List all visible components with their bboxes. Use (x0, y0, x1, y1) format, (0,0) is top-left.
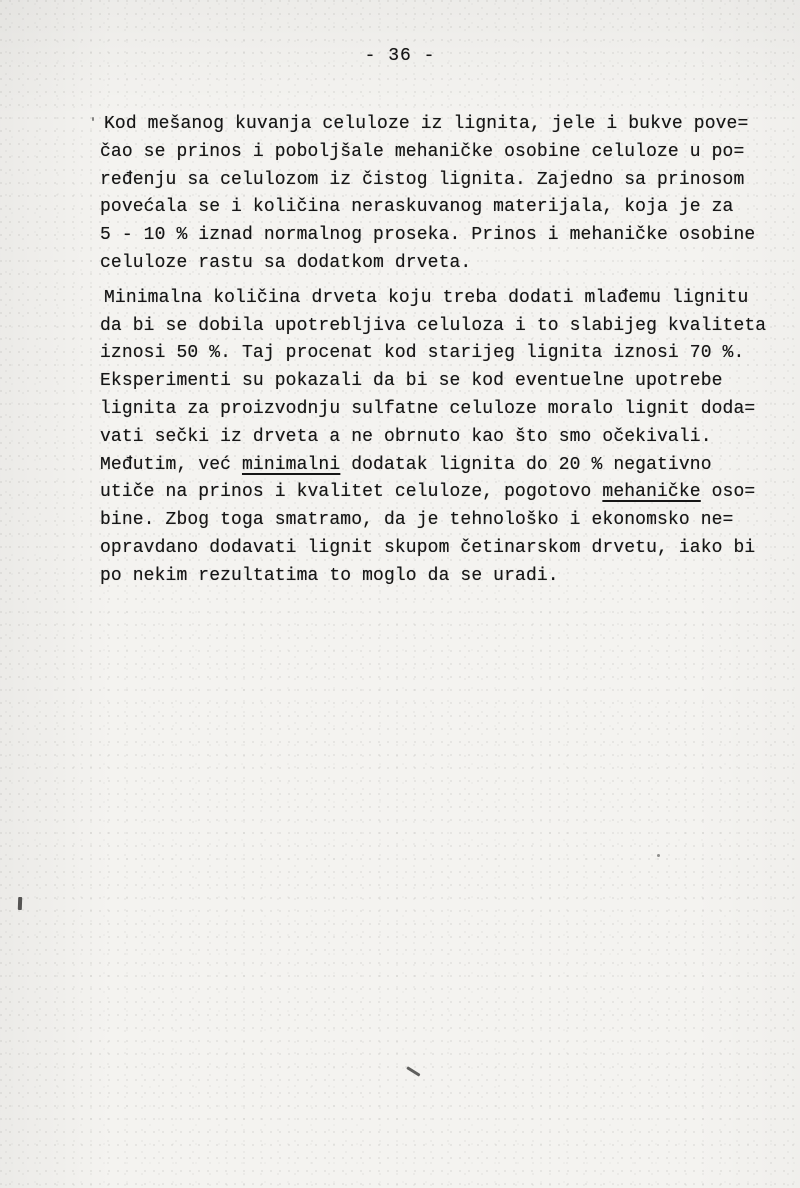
text-line: lignita za proizvodnju sulfatne celuloze moralo lignit doda= (100, 398, 756, 419)
underlined-text: minimalni (241, 454, 341, 475)
page-number: - 36 - (364, 46, 436, 66)
text-line: Eksperimenti su pokazali da bi se kod eventuelne upotrebe (100, 371, 723, 392)
text-line: bine. Zbog toga smatramo, da je tehnološko i ekonomsko ne= (100, 510, 734, 531)
text-line: da bi se dobila upotrebljiva celuloza i to slabijeg kvaliteta (100, 315, 767, 336)
text-line: celuloze rastu sa dodatkom drveta. (100, 252, 472, 273)
text-line: ređenju sa celulozom iz čistog lignita. Zajedno sa prinosom (100, 169, 745, 190)
scan-artifact-dot (92, 117, 94, 121)
text-line: povećala se i količina neraskuvanog materijala, koja je za (100, 197, 734, 218)
paragraph (100, 285, 767, 591)
underlined-text: mehaničke (602, 482, 701, 503)
paragraph (100, 111, 762, 278)
text-line: iznosi 50 %. Taj procenat kod starijeg lignita iznosi 70 %. (100, 343, 745, 364)
text-line: Minimalna količina drveta koju treba dodati mlađemu lignitu (104, 287, 749, 308)
text-line: Kod mešanog kuvanja celuloze iz lignita, jele i bukve pove= (104, 114, 749, 134)
scan-artifact-tick (18, 897, 22, 910)
text-line: Međutim, već minimalni dodatak lignita do 20 % negativno (100, 454, 712, 475)
text-line: po nekim rezultatima to moglo da se uradi. (100, 565, 559, 586)
text-line: 5 - 10 % iznad normalnog proseka. Prinos i mehaničke osobine (100, 225, 756, 246)
page-body (100, 111, 767, 598)
scan-artifact-dot (657, 854, 660, 857)
text-line: opravdano dodavati lignit skupom četinarskom drvetu, iako bi (100, 537, 756, 558)
text-line: čao se prinos i poboljšale mehaničke osobine celuloze u po= (100, 141, 745, 162)
text-line: vati sečki iz drveta a ne obrnuto kao što smo očekivali. (100, 426, 712, 447)
scan-artifact-stroke (406, 1066, 420, 1076)
text-line: utiče na prinos i kvalitet celuloze, pogotovo mehaničke oso= (100, 482, 756, 503)
